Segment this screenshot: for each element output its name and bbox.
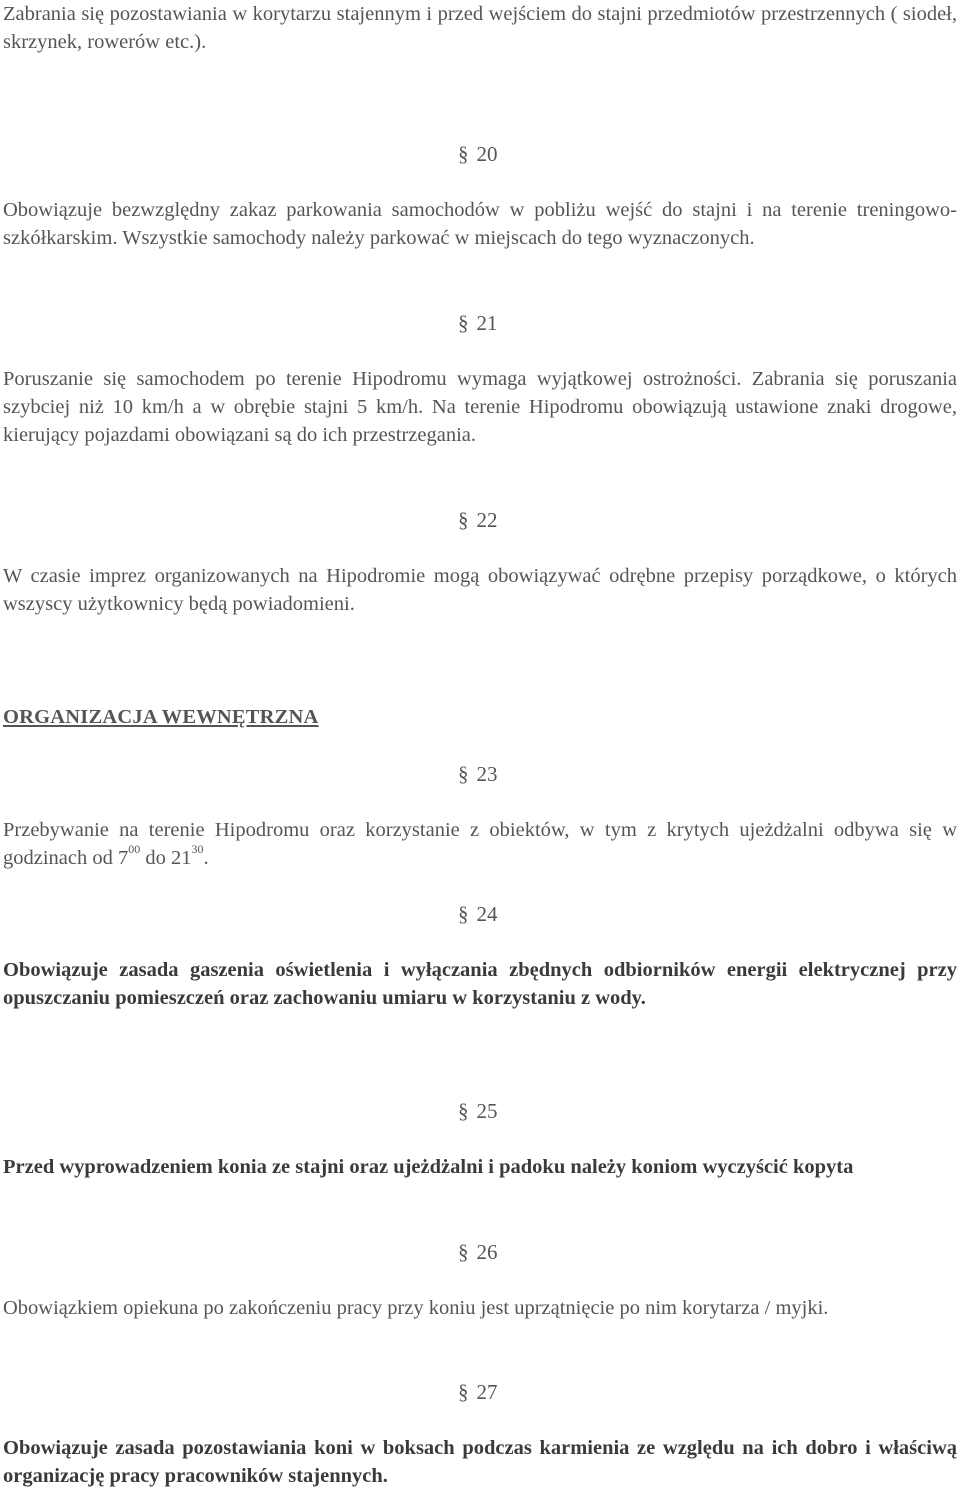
paragraph-22: W czasie imprez organizowanych na Hipodromie mogą obowiązywać odrębne przepisy porządkowe, o których wszyscy użytkownicy będą powiadomieni. (3, 565, 957, 615)
time-from-minutes: 00 (128, 842, 141, 857)
section-20 (458, 140, 498, 168)
section-21 (458, 309, 498, 337)
section-symbol: § (458, 1240, 469, 1264)
section-symbol: § (458, 902, 469, 926)
section-number: 24 (476, 902, 498, 926)
section-25 (458, 1097, 498, 1125)
paragraph-23-end: . (203, 847, 209, 869)
section-symbol: § (458, 762, 469, 786)
section-symbol: § (458, 142, 469, 166)
paragraph-19-tail: Zabrania się pozostawiania w korytarzu stajennym i przed wejściem do stajni przedmiotów przestrzennych ( siodeł, skrzynek, rowerów etc.). (3, 3, 957, 53)
paragraph-24: Obowiązuje zasada gaszenia oświetlenia i wyłączania zbędnych odbiorników energii elektrycznej przy opuszczaniu pomieszczeń oraz zachowaniu umiaru w korzystaniu z wody. (3, 959, 957, 1009)
paragraph-26: Obowiązkiem opiekuna po zakończeniu pracy przy koniu jest uprzątnięcie po nim korytarza / myjki. (3, 1297, 829, 1319)
section-heading: ORGANIZACJA WEWNĘTRZNA (3, 706, 319, 728)
section-symbol: § (458, 311, 469, 335)
section-23 (458, 760, 498, 788)
section-27 (458, 1378, 498, 1406)
section-number: 25 (476, 1099, 498, 1123)
paragraph-23-text: Przebywanie na terenie Hipodromu oraz korzystanie z obiektów, w tym z krytych ujeżdżalni odbywa się w godzinach od 7 (3, 819, 957, 869)
section-number: 21 (476, 311, 498, 335)
section-number: 22 (476, 508, 498, 532)
paragraph-20: Obowiązuje bezwzględny zakaz parkowania samochodów w pobliżu wejść do stajni i na terenie treningowo-szkółkarskim. Wszystkie samochody należy parkować w miejscach do tego wyznaczonych. (3, 199, 957, 249)
section-symbol: § (458, 1099, 469, 1123)
section-number: 26 (476, 1240, 498, 1264)
time-to-minutes: 30 (191, 842, 204, 857)
paragraph-23-mid: do 21 (140, 847, 192, 869)
paragraph-25: Przed wyprowadzeniem konia ze stajni oraz ujeżdżalni i padoku należy koniom wyczyścić kopyta (3, 1156, 854, 1178)
section-26 (458, 1238, 498, 1266)
paragraph-23 (3, 816, 957, 872)
section-22 (458, 506, 498, 534)
section-symbol: § (458, 508, 469, 532)
section-number: 20 (476, 142, 498, 166)
section-number: 27 (476, 1380, 498, 1404)
paragraph-21: Poruszanie się samochodem po terenie Hipodromu wymaga wyjątkowej ostrożności. Zabrania się poruszania szybciej niż 10 km/h a w obrębie stajni 5 km/h. Na terenie Hipodromu obowiązują ustawione znaki drogowe, kierujący pojazdami obowiązani są do ich przestrzegania. (3, 368, 957, 446)
section-symbol: § (458, 1380, 469, 1404)
section-number: 23 (476, 762, 498, 786)
paragraph-27: Obowiązuje zasada pozostawiania koni w boksach podczas karmienia ze względu na ich dobro i właściwą organizację pracy pracowników stajennych. (3, 1437, 957, 1487)
section-24 (458, 900, 498, 928)
